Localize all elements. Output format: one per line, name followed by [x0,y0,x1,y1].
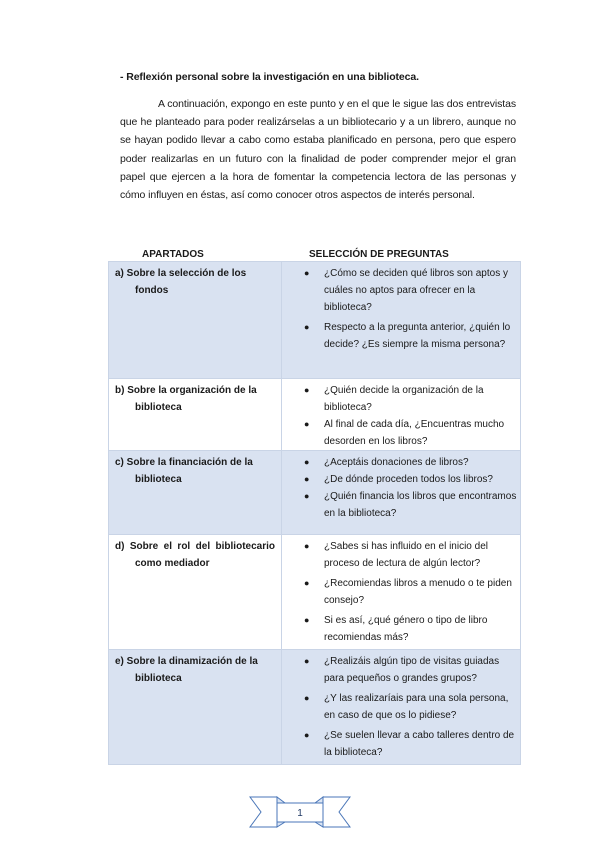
question-text: ¿Y las realizaríais para una sola persona, en caso de que os lo pidiese? [324,693,509,721]
section-label: d) Sobre el rol del bibliotecario como mediador [115,541,275,569]
questions-cell [282,262,521,379]
question-list [282,382,520,450]
section-label: a) Sobre la selección de los fondos [115,268,247,296]
questions-cell [282,535,521,650]
column-header-preguntas: SELECCIÓN DE PREGUNTAS [309,249,449,260]
section-label: c) Sobre la financiación de la biblioteca [115,457,253,485]
bullet-icon: ● [304,474,310,484]
intro-paragraph: A continuación, expongo en este punto y en el que le sigue las dos entrevistas que he planteado para poder realizárselas a un bibliotecario y a un librero, aunque no se hayan podido llevar a cabo como estaba planificado en persona, pero que espero poder realizarlas en un futuro con la finalidad de poder comprender mejor el gran papel que ejercen a la hora de fomentar la competencia lectora de las personas y cómo influyen en éstas, así como conocer otros aspectos de interés personal. [120,98,516,202]
bullet-icon: ● [304,656,310,666]
bullet-icon: ● [304,578,310,588]
section-cell [109,262,282,379]
list-item [282,265,520,316]
list-item [282,416,520,450]
list-item [282,454,520,471]
table-row [109,451,521,535]
question-list [282,265,520,353]
bullet-icon: ● [304,385,310,395]
section-heading: - Reflexión personal sobre la investigación en una biblioteca. [120,71,419,83]
list-item [282,382,520,416]
bullet-icon: ● [304,541,310,551]
list-item [282,471,520,488]
table-row [109,262,521,379]
question-list [282,653,520,761]
bullet-icon: ● [304,322,310,332]
questions-cell [282,650,521,765]
questions-cell [282,379,521,451]
list-item [282,690,520,724]
question-text: Si es así, ¿qué género o tipo de libro recomiendas más? [324,615,488,643]
question-text: ¿Sabes si has influido en el inicio del proceso de lectura de algún lector? [324,541,488,569]
bullet-icon: ● [304,268,310,278]
question-text: ¿Realizáis algún tipo de visitas guiadas para pequeños o grandes grupos? [324,656,500,684]
section-cell [109,379,282,451]
question-text: Al final de cada día, ¿Encuentras mucho desorden en los libros? [324,419,505,447]
list-item [282,575,520,609]
question-list [282,454,520,522]
question-list [282,538,520,646]
bullet-icon: ● [304,491,310,501]
page-number: 1 [297,808,303,819]
question-text: Respecto a la pregunta anterior, ¿quién lo decide? ¿Es siempre la misma persona? [324,322,511,350]
question-text: ¿De dónde proceden todos los libros? [324,474,493,485]
question-text: ¿Aceptáis donaciones de libros? [324,457,469,468]
table-row [109,650,521,765]
questions-cell [282,451,521,535]
question-text: ¿Quién decide la organización de la biblioteca? [324,385,484,413]
question-text: ¿Se suelen llevar a cabo talleres dentro de la biblioteca? [324,730,515,758]
section-cell [109,535,282,650]
section-cell [109,650,282,765]
list-item [282,727,520,761]
section-label: b) Sobre la organización de la biblioteca [115,385,257,413]
bullet-icon: ● [304,615,310,625]
bullet-icon: ● [304,730,310,740]
section-cell [109,451,282,535]
list-item [282,538,520,572]
page-footer [249,795,351,829]
list-item [282,319,520,353]
list-item [282,653,520,687]
list-item [282,612,520,646]
bullet-icon: ● [304,419,310,429]
section-label: e) Sobre la dinamización de la biblioteca [115,656,258,684]
column-header-apartados: APARTADOS [142,249,204,260]
question-text: ¿Recomiendas libros a menudo o te piden consejo? [324,578,512,606]
question-text: ¿Quién financia los libros que encontramos en la biblioteca? [324,491,517,519]
questions-table [108,261,521,765]
question-text: ¿Cómo se deciden qué libros son aptos y cuáles no aptos para ofrecer en la biblioteca? [324,268,508,313]
bullet-icon: ● [304,693,310,703]
table-row [109,379,521,451]
table-row [109,535,521,650]
bullet-icon: ● [304,457,310,467]
list-item [282,488,520,522]
